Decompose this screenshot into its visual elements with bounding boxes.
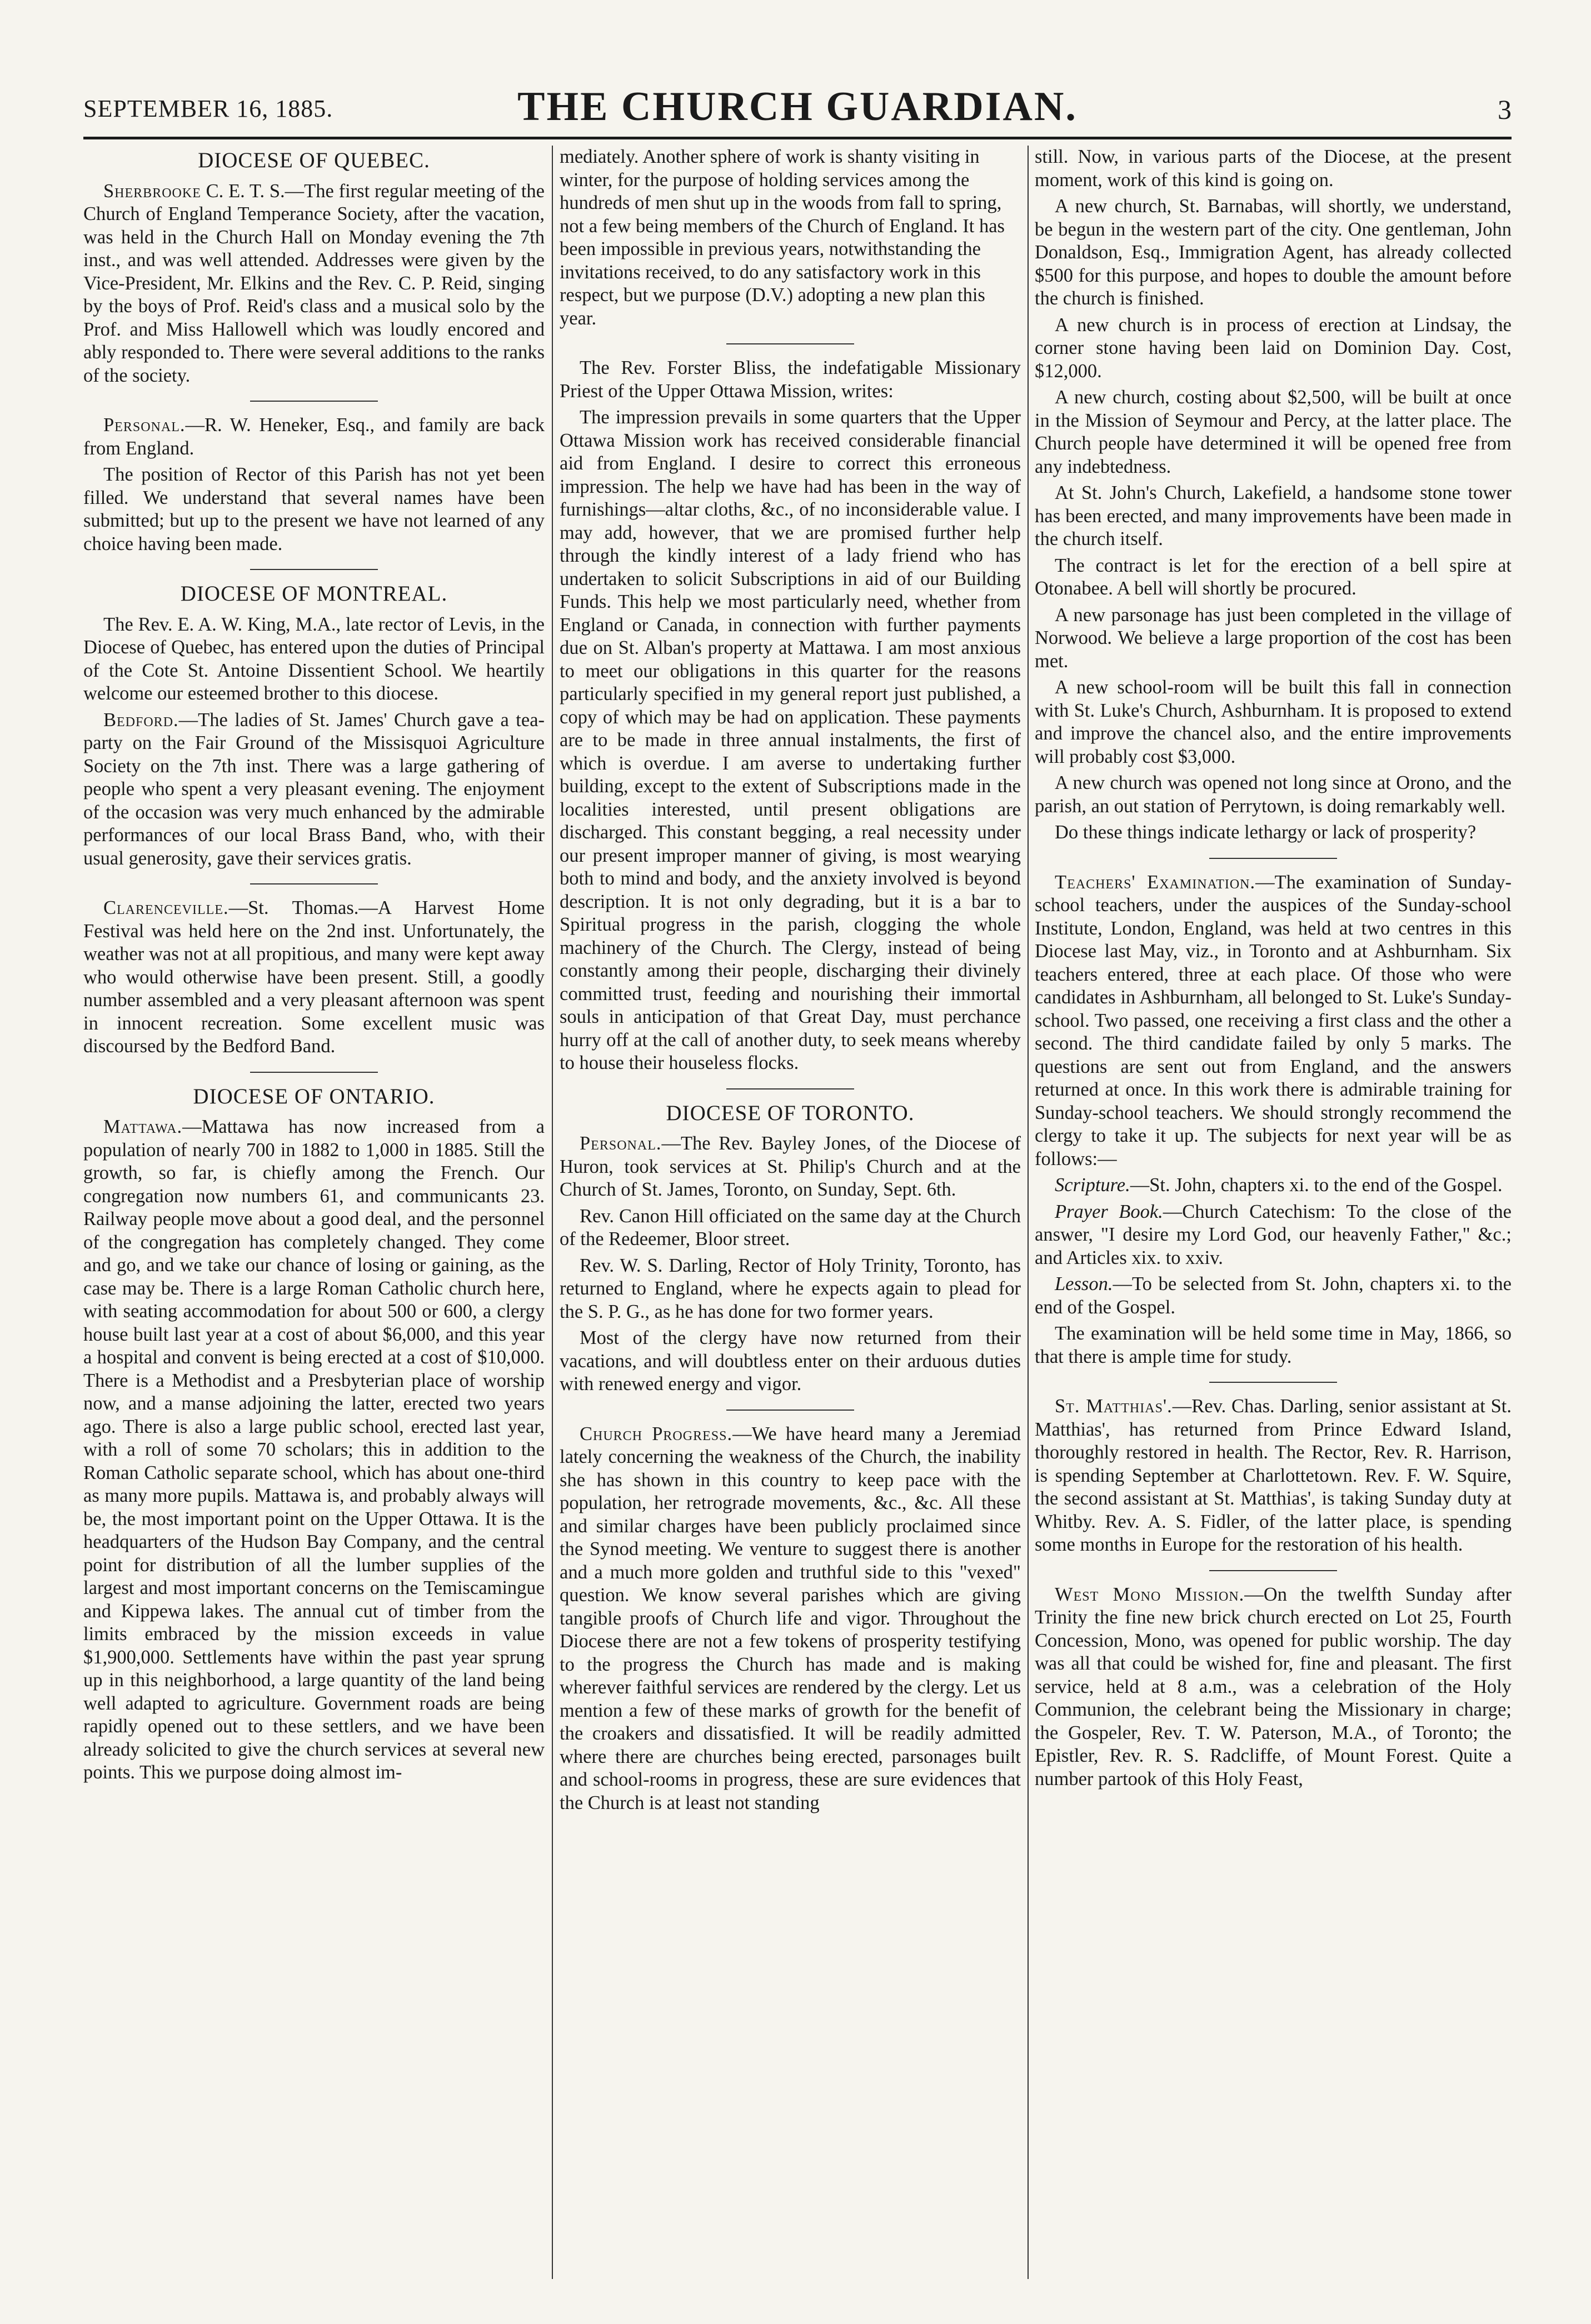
article-paragraph: still. Now, in various parts of the Diocese, at the present moment, work of this kind is going on. <box>1035 146 1512 191</box>
article-text: —St. John, chapters xi. to the end of the Gospel. <box>1130 1175 1503 1196</box>
article-text: —St. Thomas.—A Harvest Home Festival was held here on the 2nd inst. Unfortunately, the weather was not at all propitious, and many were kept away who would otherwise have been present. Still, a goodly number assembled and a very pleasant afternoon was spent in innocent recreation. Some excellent music was discoursed by the Bedford Band. <box>83 897 545 1057</box>
article-lead: Teachers' Examination. <box>1055 871 1256 893</box>
article-lead: West Mono Mission. <box>1055 1583 1245 1605</box>
column-divider <box>552 146 553 2279</box>
divider <box>1209 858 1337 859</box>
article-paragraph: Most of the clergy have now returned from their vacations, and will doubtless enter on their arduous duties with renewed energy and vigor. <box>560 1327 1021 1395</box>
column-divider <box>1028 146 1029 2279</box>
article-paragraph: The impression prevails in some quarters that the Upper Ottawa Mission work has received considerable financial aid from England. I desire to correct this erroneous impression. The help we have had has been in the way of furnishings—altar cloths, &c., of no inconsiderable value. I may add, however, that we are promised further help through the kindly interest of a lady friend who has undertaken to solicit Subscriptions in aid of our Building Funds. This help we most particularly need, whether from England or Canada, in connection with further payments due on St. Alban's property at Mattawa. I am most anxious to meet our obligations in this quarter for the reasons particularly specified in my general report just published, a copy of which may be had on application. These payments are to be made in three annual instalments, the first of which is overdue. I am averse to undertaking further building, except to the extent of Subscriptions made in the localities interested, until present obligations are discharged. This constant begging, a real necessity under our present improper manner of giving, is most wearying both to mind and body, and the anxiety involved is beyond description. It is not only degrading, but it is a bar to Spiritual progress in the parish, clogging the whole machinery of the Church. The Clergy, instead of being constantly among their people, discharging their divinely committed trust, feeding and nourishing their immortal souls in anticipation of that Great Day, must perchance hurry off at the call of another duty, to seek means whereby to house their houseless flocks. <box>560 407 1021 1073</box>
article-paragraph <box>1035 1201 1512 1270</box>
article-paragraph: The contract is let for the erection of a bell spire at Otonabee. A bell will shortly be procured. <box>1035 554 1512 599</box>
article-lead: Scripture. <box>1055 1175 1130 1196</box>
article-paragraph <box>83 709 545 871</box>
article-paragraph: A new church, costing about $2,500, will be built at once in the Mission of Seymour and Percy, at the latter place. The Church people have determined it will be opened free from any indebtedness. <box>1035 387 1512 477</box>
divider <box>250 1072 378 1073</box>
article-text: —To be selected from St. John, chapters xi. to the end of the Gospel. <box>1035 1273 1512 1318</box>
article-paragraph <box>1035 1395 1512 1557</box>
article-paragraph <box>83 180 545 388</box>
article-text: —Rev. Chas. Darling, senior assistant at St. Matthias', has returned from Prince Edward Island, thoroughly restored in health. The Rector, Rev. R. Harrison, is spending September at Charlottetown. Rev. F. W. Squire, the second assistant at St. Matthias', is taking Sunday duty at Whitby. Rev. A. S. Fidler, of the latter place, is spending some months in Europe for the restoration of his health. <box>1035 1396 1512 1555</box>
article-paragraph: Rev. W. S. Darling, Rector of Holy Trinity, Toronto, has returned to England, where he expects again to plead for the S. P. G., as he has done for two former years. <box>560 1255 1021 1322</box>
article-lead: Sherbrooke <box>103 180 201 202</box>
section-heading: DIOCESE OF ONTARIO. <box>193 1084 435 1108</box>
article-paragraph: Do these things indicate lethargy or lack of prosperity? <box>1055 822 1477 843</box>
article-paragraph <box>83 1116 545 1785</box>
section-heading: DIOCESE OF MONTREAL. <box>180 582 448 606</box>
article-paragraph <box>1035 1583 1512 1791</box>
column-3 <box>1035 146 1512 2279</box>
article-lead: Prayer Book. <box>1055 1201 1163 1222</box>
article-text: —The examination of Sunday-school teachers, under the auspices of the Sunday-school Institute, London, England, was held at two centres in this Diocese last May, viz., in Toronto and at Ashburnham. Six teachers entered, three at each place. Of those who were candidates in Ashburnham, all belonged to St. Luke's Sunday-school. Two passed, one receiving a first class and the other a second. The third candidate failed by only 5 marks. The questions are sent out from England, and the answers returned at once. In this work there is admirable training for Sunday-school teachers. We should strongly recommend the clergy to take it up. The subjects for next year will be as follows:— <box>1035 871 1512 1170</box>
section-heading: DIOCESE OF QUEBEC. <box>198 148 430 172</box>
column-2 <box>560 146 1021 2279</box>
page-number: 3 <box>1498 94 1512 125</box>
article-paragraph <box>1035 1273 1512 1319</box>
article-paragraph: A new school-room will be built this fall in connection with St. Luke's Church, Ashburnham. It is proposed to extend and improve the chancel also, and the entire improvements will probably cost $3,000. <box>1035 677 1512 767</box>
article-paragraph: A new parsonage has just been completed in the village of Norwood. We believe a large proportion of the cost has been met. <box>1035 604 1512 672</box>
article-paragraph: mediately. Another sphere of work is shanty visiting in winter, for the purpose of holding services among the hundreds of men shut up in the woods from fall to spring, not a few being members of the Church of England. It has been impossible in previous years, notwithstanding the invitations received, to do any satisfactory work in this respect, but we purpose (D.V.) adopting a new plan this year. <box>560 146 1005 329</box>
article-lead: Bedford. <box>103 709 179 731</box>
article-paragraph: The Rev. E. A. W. King, M.A., late rector of Levis, in the Diocese of Quebec, has entered upon the duties of Principal of the Cote St. Antoine Dissentient School. We heartily welcome our esteemed brother to this diocese. <box>83 613 545 704</box>
article-paragraph: The Rev. Forster Bliss, the indefatigable Missionary Priest of the Upper Ottawa Mission, writes: <box>560 357 1021 402</box>
article-text: —Mattawa has now increased from a population of nearly 700 in 1882 to 1,000 in 1885. Still the growth, so far, is chiefly among the French. Our congregation now numbers 61, and communicants 23. Railway people move about a good deal, and the personnel of the congregation has completely changed. They come and go, and we take our chance of losing or gaining, as the case may be. There is a large Roman Catholic church here, with seating accommodation for about 500 or 600, a clergy house built last year at a cost of about $6,000, and this year a hospital and convent is being erected at a cost of $10,000. There is a Methodist and a Presbyterian place of worship now, and a manse adjoining the latter, erected two years ago. There is also a large public school, erected last year, with a roll of some 70 scholars; this in addition to the Roman Catholic separate school, which has about one-third as many more pupils. Mattawa is, and probably always will be, the most important point on the Upper Ottawa. It is the headquarters of the Hudson Bay Company, and the central point for distribution of all the lumber supplies of the largest and most important concerns on the Temiscamingue and Kippewa lakes. The annual cut of timber from the limits embraced by the mission exceeds in value $1,900,000. Settlements have within the past year sprung up in this neighborhood, a large quantity of the land being well adapted to agriculture. Government roads are being rapidly opened out to these settlers, and we have been already solicited to give the church services at several new points. This we purpose doing almost im- <box>83 1116 545 1783</box>
article-paragraph <box>1035 1174 1512 1197</box>
article-paragraph: A new church was opened not long since at Orono, and the parish, an out station of Perrytown, is doing remarkably well. <box>1035 772 1512 817</box>
divider <box>726 1410 854 1411</box>
article-lead: Church Progress. <box>580 1423 733 1445</box>
article-lead: St. Matthias'. <box>1055 1396 1173 1417</box>
article-text: —R. W. Heneker, Esq., and family are back from England. <box>83 414 545 459</box>
article-text: —The ladies of St. James' Church gave a tea-party on the Fair Ground of the Missisquoi Agriculture Society on the 7th inst. There was a large gathering of people who spent a very pleasant evening. The enjoyment of the occasion was very much enhanced by the admirable performances of our local Brass Band, who, with their usual generosity, gave their services gratis. <box>83 709 545 869</box>
article-paragraph: The position of Rector of this Parish has not yet been filled. We understand that several names have been submitted; but up to the present we have not learned of any choice having been made. <box>83 464 545 554</box>
newspaper-title: THE CHURCH GUARDIAN. <box>517 84 1078 129</box>
article-paragraph <box>560 1132 1021 1202</box>
article-paragraph <box>560 1423 1021 1815</box>
article-text: C. E. T. S.—The first regular meeting of the Church of England Temperance Society, after the vacation, was held in the Church Hall on Monday evening the 7th inst., and was well attended. Addresses were given by the Vice-President, Mr. Elkins and the Rev. C. P. Reid, singing by the boys of Prof. Reid's class and a musical solo by the Prof. and Miss Hallowell which was loudly encored and ably responded to. There were several additions to the ranks of the society. <box>83 180 545 386</box>
article-paragraph: At St. John's Church, Lakefield, a handsome stone tower has been erected, and many improvements have been made in the church itself. <box>1035 482 1512 549</box>
masthead-rule <box>83 137 1512 139</box>
article-lead: Personal. <box>103 414 186 436</box>
article-lead: Clarenceville. <box>103 897 229 918</box>
article-text: —Church Catechism: To the close of the answer, "I desire my Lord God, our heavenly Father," &c.; and Articles xix. to xxiv. <box>1035 1201 1512 1268</box>
column-1 <box>83 146 545 2279</box>
article-text: —On the twelfth Sunday after Trinity the fine new brick church erected on Lot 25, Fourth Concession, Mono, was opened for public worship. The day was all that could be wished for, fine and pleasant. The first service, held at 8 a.m., was a celebration of the Holy Communion, the celebrant being the Missionary in charge; the Gospeler, Rev. T. W. Paterson, M.A., of Toronto; the Epistler, Rev. R. S. Radcliffe, of Mount Forest. Quite a number partook of this Holy Feast, <box>1035 1583 1512 1790</box>
divider <box>250 569 378 570</box>
article-paragraph: Rev. Canon Hill officiated on the same day at the Church of the Redeemer, Bloor street. <box>560 1205 1021 1250</box>
article-paragraph: A new church is in process of erection at Lindsay, the corner stone having been laid on Dominion Day. Cost, $12,000. <box>1035 314 1512 382</box>
article-paragraph <box>83 897 545 1058</box>
article-paragraph <box>1035 871 1512 1171</box>
divider <box>1209 1570 1337 1571</box>
article-text: —We have heard many a Jeremiad lately concerning the weakness of the Church, the inability she has shown in this country to keep pace with the population, her retrograde movements, &c., &c. All these and similar charges have been publicly proclaimed since the Synod meeting. We venture to suggest there is another and a much more golden and truthful side to this "vexed" question. We know several parishes which are giving tangible proofs of Church life and vigor. Throughout the Diocese there are not a few tokens of prosperity testifying to the progress the Church has made and is making wherever faithful services are rendered by the clergy. Let us mention a few of these marks of growth for the benefit of the croakers and dissatisfied. It will be readily admitted where there are churches being erected, parsonages built and school-rooms in progress, these are sure evidences that the Church is at least not standing <box>560 1423 1021 1813</box>
article-text: —The Rev. Bayley Jones, of the Diocese of Huron, took services at St. Philip's Church and at the Church of St. James, Toronto, on Sunday, Sept. 6th. <box>560 1133 1021 1200</box>
divider <box>726 343 854 344</box>
article-lead: Personal. <box>580 1133 662 1154</box>
article-paragraph <box>83 414 545 460</box>
divider <box>250 883 378 884</box>
divider <box>1209 1382 1337 1383</box>
section-heading: DIOCESE OF TORONTO. <box>666 1101 915 1125</box>
article-paragraph: The examination will be held some time in May, 1866, so that there is ample time for study. <box>1035 1323 1512 1367</box>
divider <box>726 1088 854 1089</box>
article-lead: Lesson. <box>1055 1273 1113 1295</box>
issue-date: SEPTEMBER 16, 1885. <box>83 95 333 122</box>
article-lead: Mattawa. <box>103 1116 183 1137</box>
masthead <box>83 83 1512 133</box>
article-paragraph: A new church, St. Barnabas, will shortly, we understand, be begun in the western part of the city. One gentleman, John Donaldson, Esq., Immigration Agent, has already collected $500 for this purpose, and hopes to double the amount before the church is finished. <box>1035 196 1512 309</box>
divider <box>250 401 378 402</box>
